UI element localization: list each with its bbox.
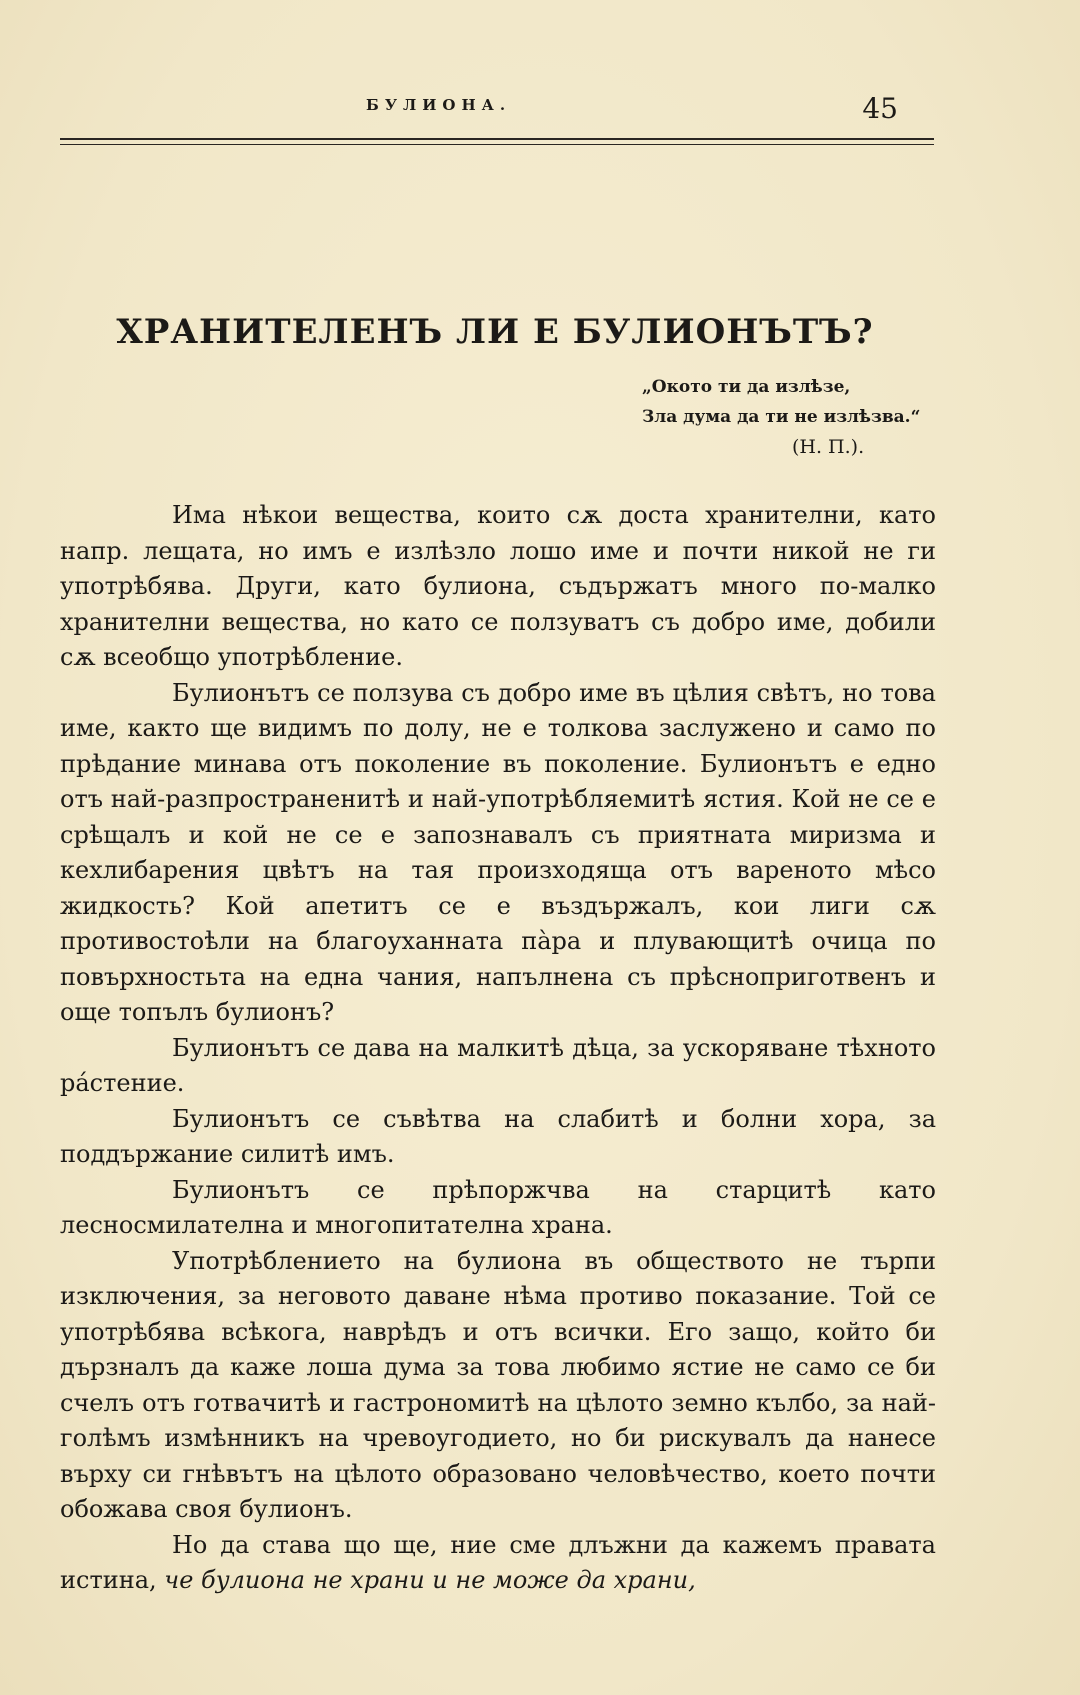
header-rule — [60, 138, 934, 140]
paragraph: Булионътъ се дава на малкитѣ дѣца, за ускоряване тѣхното рáстение. — [60, 1033, 936, 1097]
emphasized-text: че булиона не храни и не може да храни, — [164, 1566, 696, 1594]
paragraph: Употрѣблението на булиона въ обществото не търпи изключения, за неговото даване нѣма противо показание. Той се употрѣбява всѣкога, наврѣдъ и отъ всички. Его защо, който би дързналъ да каже лоша дума за това любимо ястие не само се би счелъ отъ готвачитѣ и гастрономитѣ на цѣлото земно кълбо, за най-голѣмъ измѣнникъ на чревоугодието, но би рискувалъ да нанесе върху си гнѣвътъ на цѣлото образовано человѣчество, което почти обожава своя булионъ. — [60, 1246, 936, 1523]
paragraph: Булионътъ се ползува съ добро име въ цѣлия свѣтъ, но това име, както ще видимъ по долу, не е толкова заслужено и само по прѣдание минава отъ поколение въ поколение. Булионътъ е едно отъ най-разпространенитѣ и най-употрѣбляемитѣ ястия. Кой не се е срѣщалъ и кой не се е запознавалъ съ приятната миризма и кехлибарения цвѣтъ на тая произходяща отъ вареното мѣсо жидкость? Кой апетитъ се е въздържалъ, кои лиги сѫ противостоѣли на благоуханната пàра и плувающитѣ очица по повърхностьта на една чания, напълнена съ прѣсноприготвенъ и още топълъ булионъ? — [60, 678, 936, 1026]
paragraph: Има нѣкои вещества, които сѫ доста хранителни, като напр. лещата, но имъ е излѣзло лошо име и почти никой не ги употрѣбява. Други, като булиона, съдържатъ много по-малко хранителни вещества, но като се ползуватъ съ добро име, добили сѫ всеобщо употрѣбление. — [60, 501, 936, 671]
epigraph — [642, 372, 952, 462]
article-body — [60, 498, 936, 1599]
epigraph-line-1: „Окото ти да излѣзе, — [642, 377, 851, 397]
page-number: 45 — [862, 92, 898, 125]
running-head — [60, 92, 934, 132]
last-paragraph-text: Но да става що ще, ние сме длъжни да кажемъ правата истина, — [60, 1530, 936, 1594]
header-rule-thin — [60, 144, 934, 145]
paragraph: Булионътъ се прѣпоржчва на старцитѣ като лесносмилателна и многопитателна храна. — [60, 1175, 936, 1239]
running-title: БУЛИОНА. — [366, 96, 512, 114]
epigraph-source: (Н. П.). — [792, 436, 865, 458]
article-title: ХРАНИТЕЛЕНЪ ЛИ Е БУЛИОНЪТЪ? — [116, 312, 874, 352]
paragraph: Булионътъ се съвѣтва на слабитѣ и болни хора, за поддържание силитѣ имъ. — [60, 1104, 936, 1168]
epigraph-line-2: Зла дума да ти не излѣзва.“ — [642, 407, 921, 427]
last-paragraph — [60, 1528, 936, 1599]
